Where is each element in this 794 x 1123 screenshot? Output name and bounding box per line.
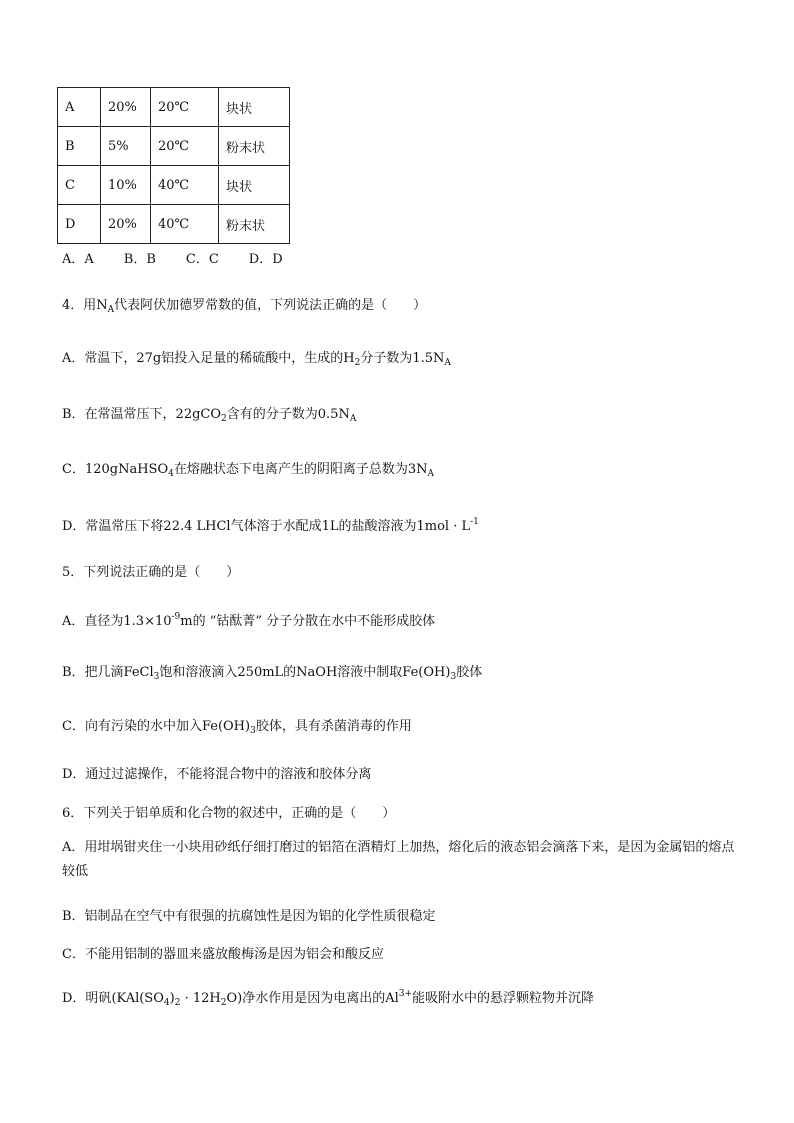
q4-stem: 4．用$N_A$代表阿伏加德罗常数的值，下列说法正确的是（ ） bbox=[62, 298, 427, 315]
table-cell: 20% bbox=[101, 88, 151, 127]
q6-option-d: D．明矾$(KAl(SO_4)_2 \cdot 12H_2O)$净水作用是因为电离出的$Al^{3+}$能吸附水中的悬浮颗粒物并沉降 bbox=[62, 989, 595, 1008]
q3-answer-d: D．D bbox=[248, 252, 283, 267]
q5-option-b: B．把几滴FeCl$_3$饱和溶液滴入250mL的NaOH溶液中制取$Fe(OH)_3$胶体 bbox=[62, 665, 483, 682]
table-cell: 粉末状 bbox=[219, 127, 290, 166]
table-row bbox=[58, 166, 290, 205]
table-cell: 40℃ bbox=[151, 166, 219, 205]
q4-option-a: A．常温下，27g铝投入足量的稀硫酸中，生成的$H_2$分子数为$1.5N_A$ bbox=[62, 351, 451, 368]
q3-answer-c: C．C bbox=[185, 252, 219, 267]
table-row bbox=[58, 205, 290, 244]
table-cell: 块状 bbox=[219, 88, 290, 127]
table-cell: 40℃ bbox=[151, 205, 219, 244]
table-row bbox=[58, 127, 290, 166]
table-cell: 20℃ bbox=[151, 127, 219, 166]
q5-option-a: A．直径为$1.3\times 10^{-9}m$的 “钴酞菁” 分子分散在水中不能形成胶体 bbox=[62, 612, 436, 629]
table-cell: D bbox=[58, 205, 101, 244]
table-cell: B bbox=[58, 127, 101, 166]
q4-option-c: C．120gNaHSO$_4$在熔融状态下电离产生的阴阳离子总数为$3N_A$ bbox=[62, 462, 434, 479]
q4-option-b: B．在常温常压下，22gCO$_2$含有的分子数为$0.5N_A$ bbox=[62, 407, 357, 424]
table-cell: 块状 bbox=[219, 166, 290, 205]
q5-stem: 5．下列说法正确的是（ ） bbox=[62, 565, 240, 580]
table-cell: C bbox=[58, 166, 101, 205]
table-cell: 5% bbox=[101, 127, 151, 166]
q3-answer-a: A．A bbox=[62, 252, 94, 267]
option-table bbox=[57, 87, 290, 244]
q3-answer-choices bbox=[62, 248, 313, 267]
table-cell: A bbox=[58, 88, 101, 127]
q6-option-a: A．用坩埚钳夹住一小块用砂纸仔细打磨过的铝箔在酒精灯上加热，熔化后的液态铝会滴落下来，是因为金属铝的熔点较低 bbox=[62, 840, 735, 879]
table-cell: 20℃ bbox=[151, 88, 219, 127]
alum-formula: $(KAl(SO_4)_2 \cdot 12H_2O)$ bbox=[111, 991, 243, 1008]
table-cell: 10% bbox=[101, 166, 151, 205]
table-cell: 粉末状 bbox=[219, 205, 290, 244]
table-cell: 20% bbox=[101, 205, 151, 244]
q6-option-b: B．铝制品在空气中有很强的抗腐蚀性是因为铝的化学性质很稳定 bbox=[62, 909, 436, 924]
q3-answer-b: B．B bbox=[123, 252, 156, 267]
q4-option-d: D．常温常压下将22.4 LHCl气体溶于水配成1L的盐酸溶液为$1mol \cdot L^{-1}$ bbox=[62, 517, 479, 534]
q5-option-c: C．向有污染的水中加入$Fe(OH)_3$胶体，具有杀菌消毒的作用 bbox=[62, 719, 412, 736]
table-row bbox=[58, 88, 290, 127]
q6-option-c: C．不能用铝制的器皿来盛放酸梅汤是因为铝会和酸反应 bbox=[62, 947, 384, 962]
q5-option-d: D．通过过滤操作，不能将混合物中的溶液和胶体分离 bbox=[62, 767, 372, 782]
q6-stem: 6．下列关于铝单质和化合物的叙述中，正确的是（ ） bbox=[62, 806, 396, 821]
